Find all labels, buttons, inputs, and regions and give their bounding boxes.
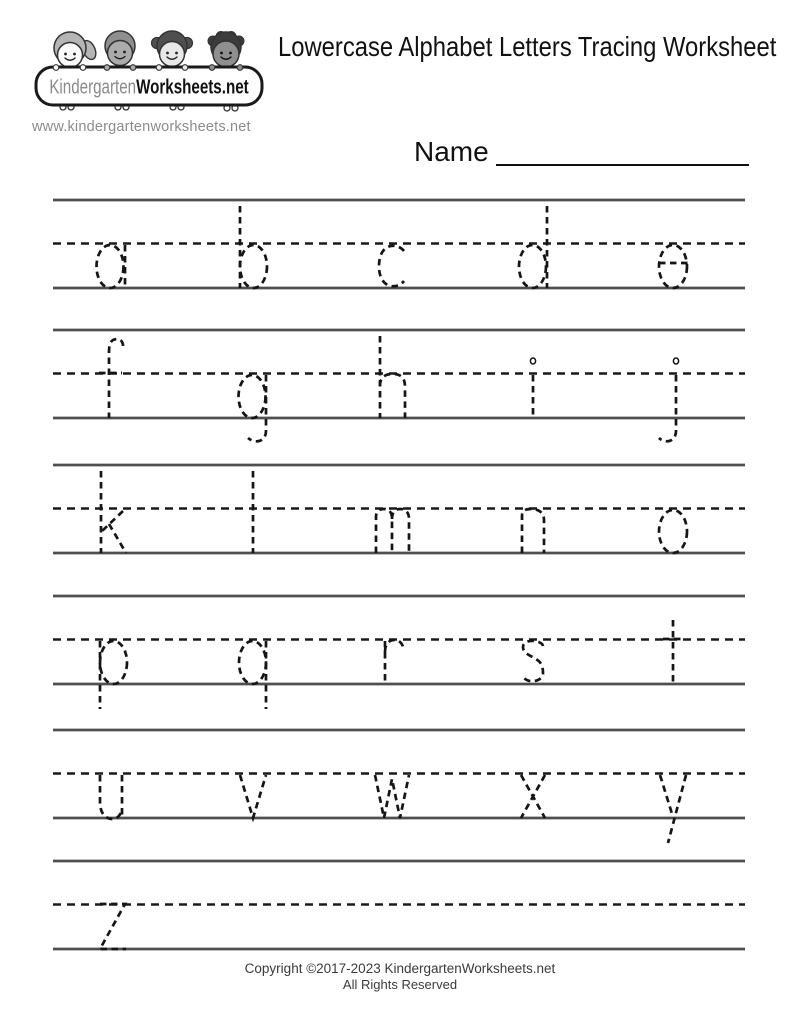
tracing-row-1 [52, 198, 746, 330]
kid-boy-curly [208, 32, 244, 68]
page-title: Lowercase Alphabet Letters Tracing Worksheet [278, 31, 777, 62]
trace-letter-n [522, 509, 544, 553]
kindergartenworksheets-logo [30, 10, 270, 118]
trace-letter-z [100, 904, 126, 949]
kid-boy-gray [105, 31, 135, 66]
kid-girl-ponytail [54, 32, 99, 68]
logo-text-kindergarten: Kindergarten [49, 75, 137, 99]
trace-letter-p [100, 641, 127, 709]
trace-letter-e [659, 245, 690, 288]
trace-letter-t [663, 620, 684, 684]
trace-letter-o [659, 510, 687, 553]
copyright-text: Copyright ©2017-2023 KindergartenWorksheets.net [244, 961, 556, 976]
trace-letter-y [660, 775, 686, 843]
trace-letter-v [240, 775, 266, 818]
trace-letter-c [379, 246, 404, 287]
trace-letter-d [519, 206, 547, 288]
trace-letter-k [101, 471, 126, 553]
tracing-row-3 [52, 463, 746, 595]
trace-letter-q [239, 641, 266, 709]
tracing-row-4 [52, 594, 746, 726]
trace-letter-x [521, 775, 545, 818]
rights-text: All Rights Reserved [342, 977, 458, 992]
trace-letter-u [100, 775, 122, 819]
trace-letter-h [380, 336, 405, 418]
trace-letter-g [239, 375, 267, 441]
logo-sign-text [49, 75, 248, 98]
kid-girl-pigtails [152, 31, 193, 67]
name-label: Name [414, 136, 489, 167]
trace-letter-f [99, 339, 123, 418]
trace-letter-m [376, 509, 409, 553]
tracing-row-2 [52, 328, 746, 460]
trace-letter-s [523, 641, 543, 681]
trace-letter-r [385, 640, 403, 684]
trace-letter-i [530, 358, 535, 418]
trace-letter-j [659, 358, 679, 441]
trace-letter-w [375, 775, 409, 818]
website-url-text: www.kindergartenworksheets.net [32, 119, 251, 135]
logo-text-worksheets: Worksheets.net [136, 75, 249, 99]
trace-letter-a [97, 245, 126, 288]
name-blank-line [496, 164, 749, 166]
tracing-row-5 [52, 728, 746, 860]
footer [0, 961, 800, 993]
trace-letter-b [240, 206, 267, 288]
name-field-row [414, 136, 489, 168]
